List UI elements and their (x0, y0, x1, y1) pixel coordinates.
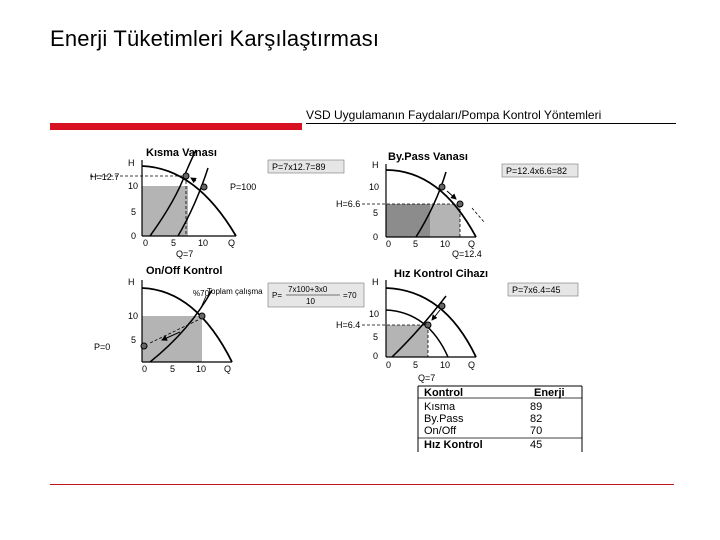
onoff-pct-label: %70 (193, 289, 210, 298)
onoff-operating-point (199, 313, 205, 319)
energy-table (418, 386, 582, 452)
throttle-tick-x-q: Q (228, 238, 236, 248)
bypass-tick-x-5: 5 (413, 239, 419, 249)
vsd-q-label: Q=7 (418, 373, 436, 383)
panel-onoff (94, 265, 364, 374)
throttle-p-label: P=100 (230, 182, 257, 192)
onoff-tick-y-10: 10 (128, 311, 139, 321)
bypass-tick-y-0: 0 (373, 232, 379, 242)
onoff-tick-x-0: 0 (142, 364, 148, 374)
vsd-tick-y-0: 0 (373, 351, 379, 361)
bypass-tick-x-0: 0 (386, 239, 392, 249)
throttle-tick-x-0: 0 (143, 238, 149, 248)
vsd-design-point (439, 303, 445, 309)
bypass-tick-y-5: 5 (373, 208, 379, 218)
onoff-power-area (142, 316, 202, 362)
bypass-q-label: Q=12.4 (452, 249, 482, 259)
throttle-tick-y-10: 10 (128, 181, 139, 191)
bypass-h-label: H=6.6 (336, 199, 361, 209)
throttle-formula: P=7x12.7=89 (272, 162, 326, 172)
table-row-energy: 82 (530, 413, 543, 425)
table-header-energy: Enerji (534, 387, 565, 399)
bypass-tick-y-10: 10 (369, 182, 380, 192)
vsd-tick-y-10: 10 (369, 309, 380, 319)
bypass-design-point (439, 184, 445, 190)
bypass-dashed-arrow (472, 208, 484, 222)
bypass-operating-point (457, 201, 463, 207)
vsd-operating-point (425, 322, 431, 328)
panel-bypass (336, 151, 578, 259)
table-row-method: Kısma (424, 401, 456, 413)
vsd-tick-x-10: 10 (440, 360, 451, 370)
vsd-title: Hız Kontrol Cihazı (394, 268, 489, 280)
bypass-y-axis-label: H (372, 160, 379, 170)
panel-throttle (90, 147, 344, 259)
throttle-tick-x-10: 10 (198, 238, 209, 248)
bypass-formula: P=12.4x6.6=82 (506, 166, 568, 176)
onoff-formula-num: 7x100+3x0 (288, 285, 328, 294)
onoff-formula-den: 10 (306, 297, 315, 306)
bypass-tick-x-q: Q (468, 239, 476, 249)
slide-title: Enerji Tüketimleri Karşılaştırması (50, 26, 380, 51)
table-header-method: Kontrol (424, 387, 464, 399)
onoff-tick-x-q: Q (224, 364, 232, 374)
table-row-energy: 70 (530, 425, 543, 437)
table-row-method: On/Off (424, 425, 457, 437)
bypass-power-area-used (386, 204, 430, 237)
vsd-tick-x-5: 5 (413, 360, 419, 370)
table-row-energy: 45 (530, 439, 543, 451)
vsd-formula: P=7x6.4=45 (512, 285, 561, 295)
table-row-energy: 89 (530, 401, 543, 413)
onoff-y-axis-label: H (128, 277, 135, 287)
throttle-tick-y-5: 5 (131, 207, 137, 217)
throttle-design-point (201, 184, 207, 190)
vsd-tick-x-0: 0 (386, 360, 392, 370)
throttle-tick-x-5: 5 (171, 238, 177, 248)
throttle-y-axis-label: H (128, 158, 135, 168)
vsd-tick-x-q: Q (468, 360, 476, 370)
onoff-op-label: Toplam çalışma (207, 287, 263, 296)
throttle-title: Kısma Vanası (146, 147, 217, 159)
throttle-power-area (142, 186, 188, 236)
vsd-y-axis-label: H (372, 277, 379, 287)
onoff-formula-prefix: P= (272, 291, 283, 300)
onoff-tick-x-5: 5 (170, 364, 176, 374)
throttle-q-label: Q=7 (176, 249, 194, 259)
onoff-formula-res: =70 (343, 291, 357, 300)
footer-rule (50, 484, 674, 485)
throttle-operating-point (183, 173, 189, 179)
onoff-p-zero: P=0 (94, 342, 111, 352)
throttle-h-label: H=12.7 (90, 172, 120, 182)
bypass-tick-x-10: 10 (440, 239, 451, 249)
vsd-tick-y-5: 5 (373, 332, 379, 342)
onoff-tick-x-10: 10 (196, 364, 207, 374)
throttle-tick-y-0: 0 (131, 231, 137, 241)
onoff-title: On/Off Kontrol (146, 265, 223, 277)
bypass-title: By.Pass Vanası (388, 151, 468, 163)
panel-vsd (336, 268, 578, 383)
throttle-arrow (191, 178, 196, 181)
slide-subtitle: VSD Uygulamanın Faydaları/Pompa Kontrol Yöntemleri (306, 108, 602, 122)
onoff-tick-y-5: 5 (131, 335, 137, 345)
onoff-off-point (141, 343, 147, 349)
table-row-method: Hız Kontrol (424, 439, 483, 451)
table-row-method: By.Pass (424, 413, 464, 425)
vsd-h-label: H=6.4 (336, 320, 361, 330)
